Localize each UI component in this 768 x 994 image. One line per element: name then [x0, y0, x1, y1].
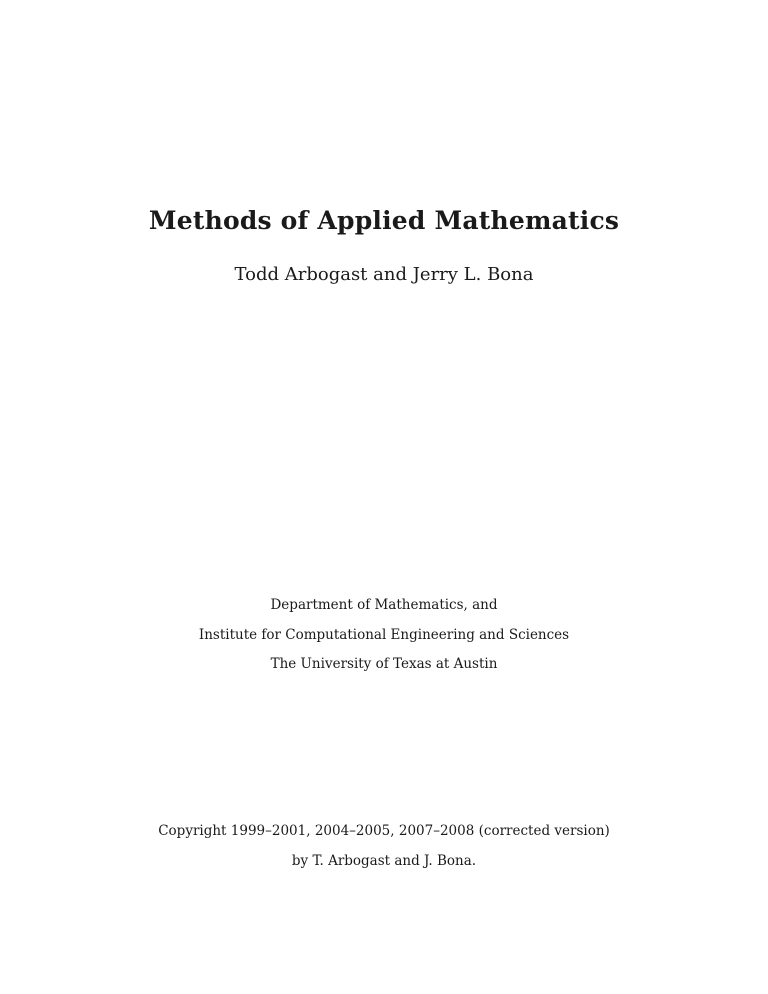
- affiliation-line-1: Department of Mathematics, and: [270, 597, 498, 613]
- book-title: Methods of Applied Mathematics: [148, 206, 620, 235]
- copyright-line-2: by T. Arbogast and J. Bona.: [291, 853, 477, 869]
- affiliation-line-2: Institute for Computational Engineering and Sciences: [198, 627, 570, 643]
- affiliation-line-3: The University of Texas at Austin: [270, 656, 498, 672]
- copyright-line-1: Copyright 1999–2001, 2004–2005, 2007–2008 (corrected version): [158, 823, 610, 839]
- book-authors: Todd Arbogast and Jerry L. Bona: [234, 264, 534, 285]
